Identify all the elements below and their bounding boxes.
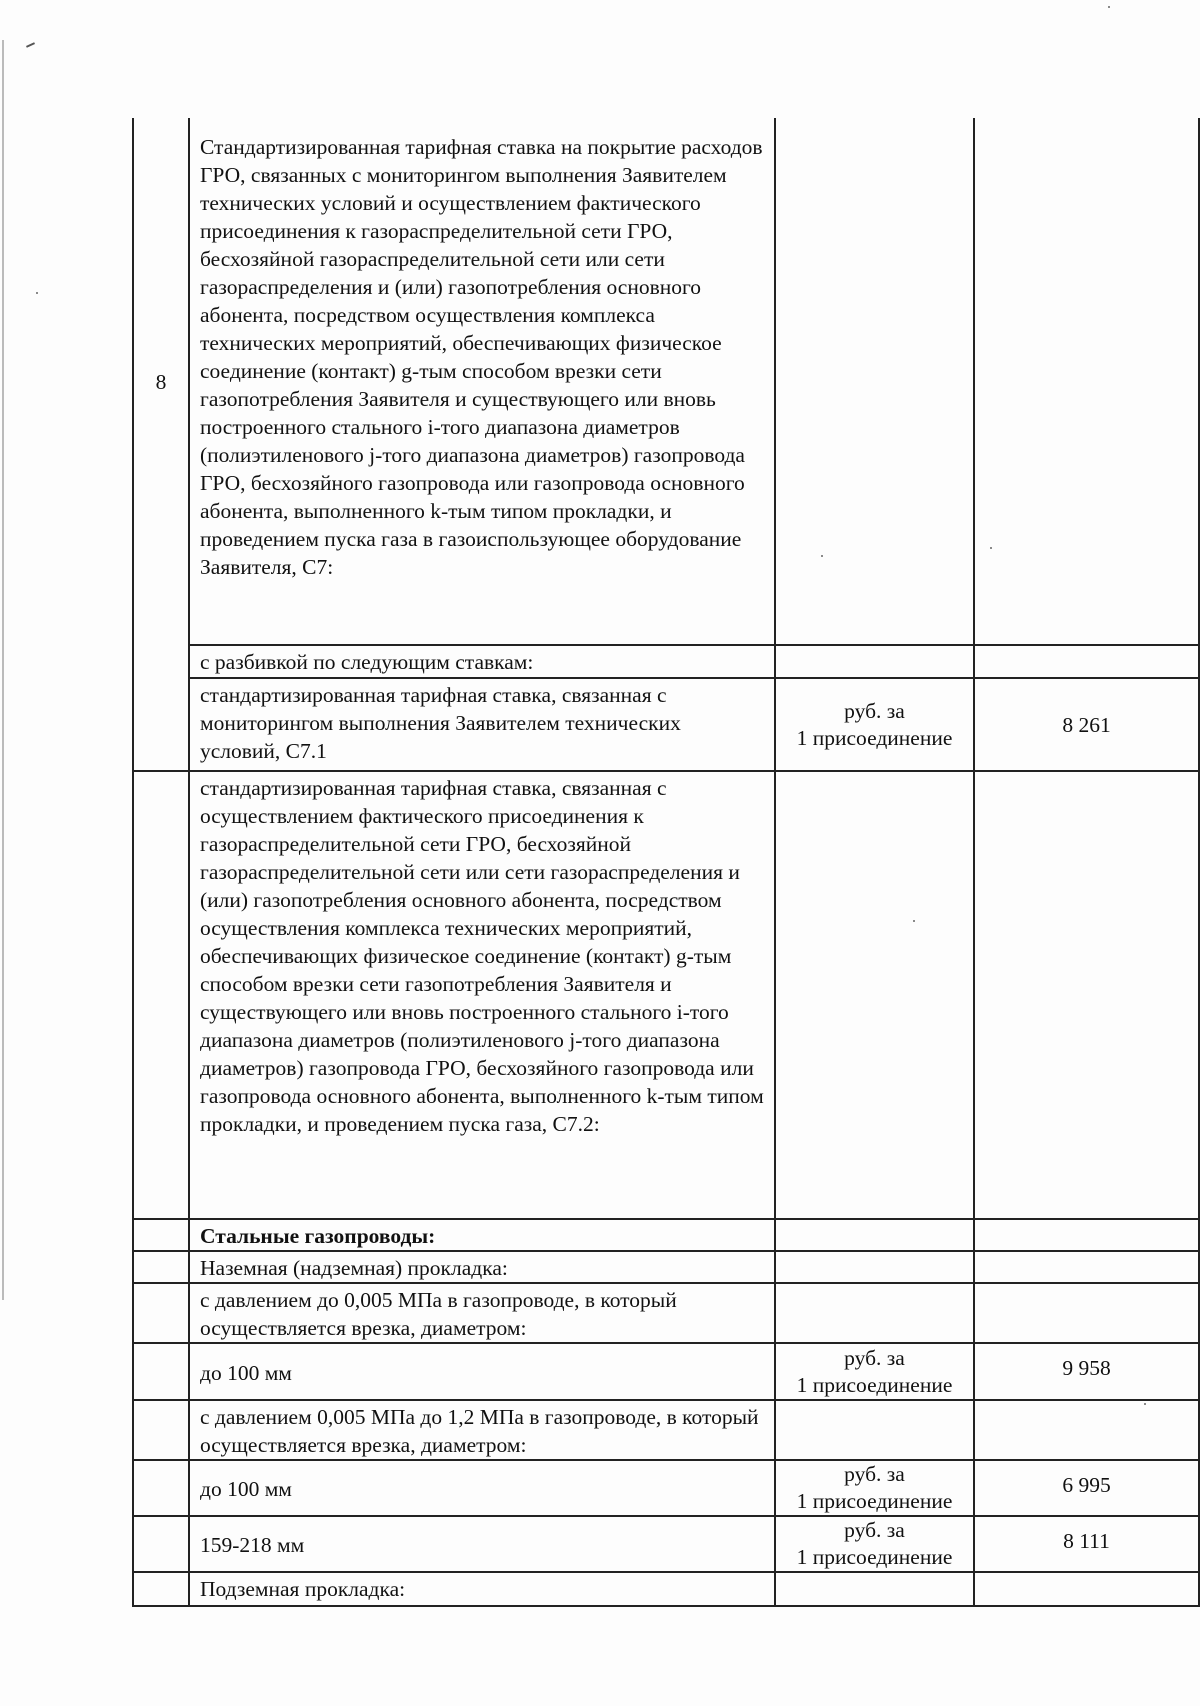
row-number-cell [133,645,189,678]
unit-cell [775,771,974,1219]
row-a-label-cell: до 100 мм [189,1343,775,1400]
unit-cell [775,1283,974,1343]
table-row [133,1400,1199,1460]
table-row [133,1460,1199,1516]
table-row [133,678,1199,771]
unit-line: 1 присоединение [796,725,953,750]
row-b-unit-cell [775,1460,974,1516]
unit-cell [775,1219,974,1251]
table-row [133,1572,1199,1606]
value-cell [974,1283,1199,1343]
row-b-label-cell: до 100 мм [189,1460,775,1516]
unit-line: руб. за [844,1462,905,1486]
unit-line: руб. за [844,698,905,723]
underground-label-cell: Подземная прокладка: [189,1572,775,1606]
unit-line: руб. за [844,1518,905,1542]
table-row [133,1283,1199,1343]
unit-line: руб. за [844,1345,905,1370]
row-number-cell [133,1283,189,1343]
table-row [133,1516,1199,1572]
scan-edge-mark [2,40,4,1300]
value-cell [974,645,1199,678]
row-number-cell [133,771,189,1219]
row-number-cell [133,1516,189,1572]
row-c-unit-cell [775,1516,974,1572]
row-number-cell [133,1343,189,1400]
row-number-cell [133,1572,189,1606]
row-number-cell [133,1219,189,1251]
unit-cell [775,119,974,645]
c71-description-cell: стандартизированная тарифная ставка, связанная с мониторингом выполнения Заявителем технических условий, С7.1 [189,678,775,771]
scan-speck [36,292,38,294]
scan-stroke-mark [26,42,35,48]
row-a-value-cell: 9 958 [974,1343,1199,1400]
c71-value-cell: 8 261 [974,678,1199,771]
value-cell [974,1251,1199,1283]
table-row [133,1251,1199,1283]
row-a-unit-cell [775,1343,974,1400]
unit-cell [775,1251,974,1283]
tariff-table [132,118,1200,1607]
value-cell [974,1219,1199,1251]
c72-description-cell: стандартизированная тарифная ставка, связанная с осуществлением фактического присоединения к газораспределительной сети ГРО, бесхозяйной газораспределительной сети или сети газораспределения и (или) газопотребления основного абонента, посредством осуществления комплекса технических мероприятий, обеспечивающих физическое соединение (контакт) g-тым способом врезки сети газопотребления Заявителя и существующего или вновь построенного стального i-того диапазона диаметров (полиэтиленового j-того диапазона диаметров) газопровода ГРО, бесхозяйного газопровода или газопровода основного абонента, выполненного k-тым типом прокладки, и проведением пуска газа, С7.2: [189,771,775,1219]
table-row [133,771,1199,1219]
unit-cell [775,1572,974,1606]
overground-label-cell: Наземная (надземная) прокладка: [189,1251,775,1283]
main-description-cell: Стандартизированная тарифная ставка на покрытие расходов ГРО, связанных с мониторингом выполнения Заявителем технических условий и осуществлением фактического присоединения к газораспределительной сети ГРО, бесхозяйной газораспределительной сети или сети газораспределения и (или) газопотребления основного абонента, посредством осуществления комплекса технических мероприятий, обеспечивающих физическое соединение (контакт) g-тым способом врезки сети газопотребления Заявителя и существующего или вновь построенного стального i-того диапазона диаметров (полиэтиленового j-того диапазона диаметров) газопровода ГРО, бесхозяйного газопровода или газопровода основного абонента, выполненного k-тым типом прокладки, и проведением пуска газа в газоиспользующее оборудование Заявителя, С7: [189,119,775,645]
pressure-low-label-cell: с давлением до 0,005 МПа в газопроводе, в который осуществляется врезка, диаметром: [189,1283,775,1343]
row-b-value-cell: 6 995 [974,1460,1199,1516]
row-c-label-cell: 159-218 мм [189,1516,775,1572]
row-number-cell: 8 [133,119,189,645]
pressure-mid-label-cell: с давлением 0,005 МПа до 1,2 МПа в газопроводе, в который осуществляется врезка, диаметром: [189,1400,775,1460]
row-number-cell [133,1400,189,1460]
unit-cell [775,645,974,678]
unit-line: 1 присоединение [796,1489,953,1513]
row-c-value-cell: 8 111 [974,1516,1199,1572]
value-cell [974,1572,1199,1606]
unit-cell [775,1400,974,1460]
table-row [133,1343,1199,1400]
row-number-cell [133,1251,189,1283]
scan-speck [1108,6,1110,8]
table-row [133,1219,1199,1251]
value-cell [974,119,1199,645]
value-cell [974,771,1199,1219]
unit-line: 1 присоединение [796,1545,953,1569]
row-number-cell [133,1460,189,1516]
steel-heading-cell: Стальные газопроводы: [189,1219,775,1251]
value-cell [974,1400,1199,1460]
c71-unit-cell [775,678,974,771]
unit-line: 1 присоединение [796,1372,953,1397]
breakdown-label-cell: с разбивкой по следующим ставкам: [189,645,775,678]
table-row [133,645,1199,678]
row-number-cell [133,678,189,771]
table-row [133,119,1199,645]
